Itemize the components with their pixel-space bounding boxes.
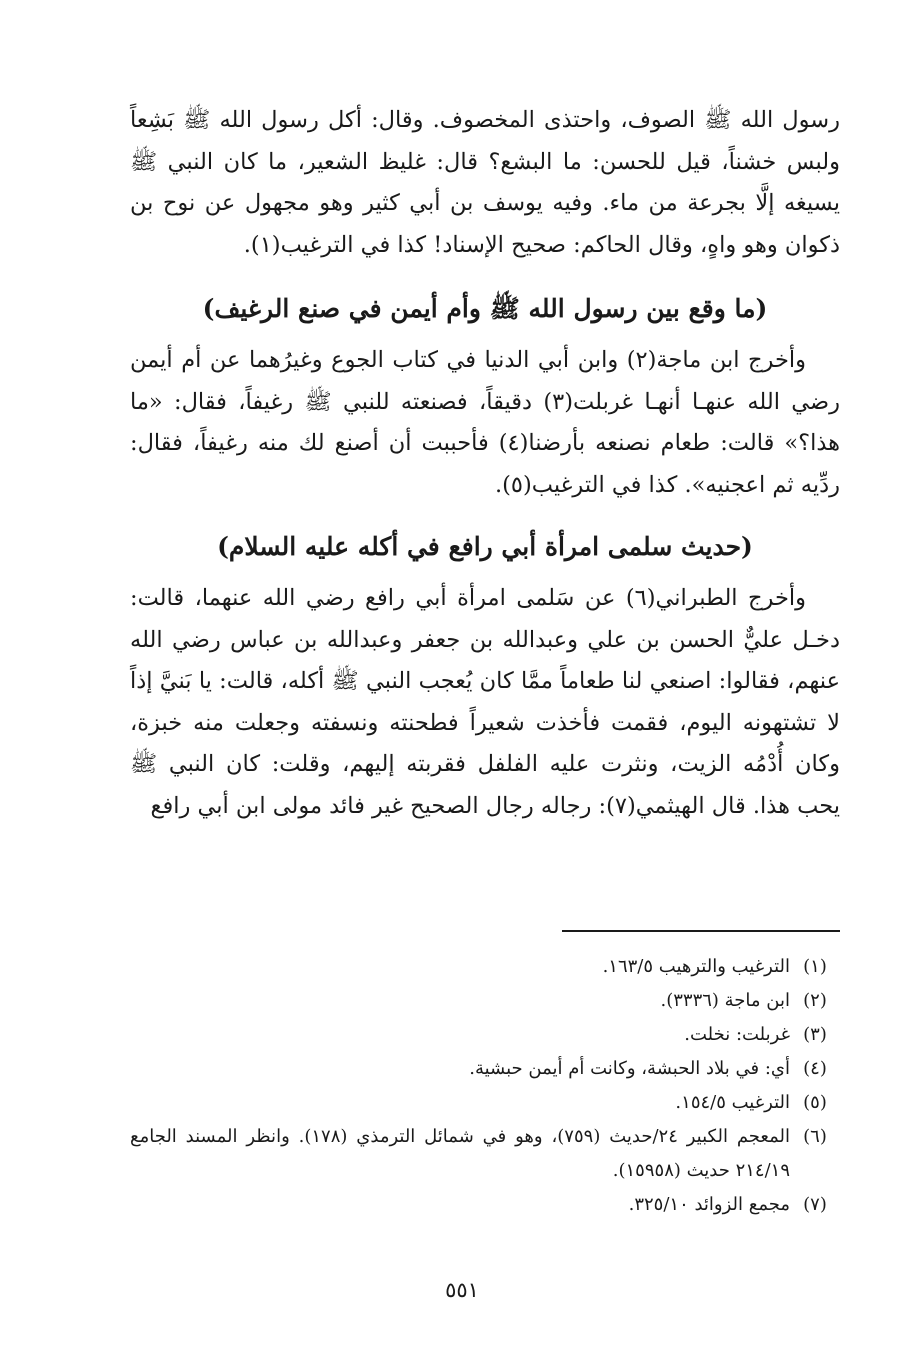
footnote-number: (٢) (803, 990, 827, 1011)
footnote-number: (٤) (803, 1058, 827, 1079)
page-number: ٥٥١ (445, 1278, 479, 1302)
footnote-text: مجمع الزوائد ٣٢٥/١٠. (628, 1194, 790, 1215)
footnote-number: (٦) (803, 1126, 827, 1147)
footnote-item (130, 1188, 840, 1222)
footnotes (130, 930, 840, 1222)
footnote-number: (١) (803, 956, 827, 977)
footnote-item (130, 1086, 840, 1120)
section-heading-umm-ayman: (ما وقع بين رسول الله ﷺ وأم أيمن في صنع الرغيف) (202, 294, 768, 323)
footnote-item (130, 950, 840, 984)
footnote-text: غربلت: نخلت. (684, 1024, 790, 1045)
footnote-item (130, 1018, 840, 1052)
footnote-text: أي: في بلاد الحبشة، وكانت أم أيمن حبشية. (469, 1058, 790, 1079)
footnote-number: (٥) (803, 1092, 827, 1113)
footnote-item (130, 1052, 840, 1086)
footnote-text: الترغيب ١٥٤/٥. (675, 1092, 790, 1113)
footnote-item (130, 984, 840, 1018)
section-heading-salma: (حديث سلمى امرأة أبي رافع في أكله عليه السلام) (217, 532, 753, 561)
paragraph-umm-ayman: وأخرج ابن ماجة(٢) وابن أبي الدنيا في كتاب الجوع وغيرُهما عن أم أيمن رضي الله عنهـا أنهـا غربلت(٣) دقيقاً، فصنعته للنبي ﷺ رغيفاً، فقال: «ما هذا؟» قالت: طعام نصنعه بأرضنا(٤) فأحببت أن أصنع لك منه رغيفاً، فقال: ردِّيه ثم اعجنيه». كذا في الترغيب(٥). (130, 347, 840, 498)
footnote-number: (٧) (803, 1194, 827, 1215)
paragraph-salma: وأخرج الطبراني(٦) عن سَلمى امرأة أبي رافع رضي الله عنهما، قالت: دخـل عليٌّ الحسن بن علي وعبدالله بن جعفر وعبدالله بن عباس رضي الله عنهم، فقالوا: اصنعي لنا طعاماً ممَّا كان يُعجب النبي ﷺ أكله، قالت: يا بَنيَّ إذاً لا تشتهونه اليوم، فقمت فأخذت شعيراً فطحنته ونسفته وجعلت منه خبزة، وكان أُدْمُه الزيت، ونثرت عليه الفلفل فقربته إليهم، وقلت: كان النبي ﷺ يحب هذا. قال الهيثمي(٧): رجاله رجال الصحيح غير فائد مولى ابن أبي رافع (130, 585, 840, 819)
footnote-text: الترغيب والترهيب ١٦٣/٥. (602, 956, 790, 977)
intro-paragraph: رسول الله ﷺ الصوف، واحتذى المخصوف. وقال: أكل رسول الله ﷺ بَشِعاً ولبس خشناً، قيل للحسن: ما البشع؟ قال: غليظ الشعير، ما كان النبي ﷺ يسيغه إلَّا بجرعة من ماء. وفيه يوسف بن أبي كثير وهو مجهول عن نوح بن ذكوان وهو واهٍ، وقال الحاكم: صحيح الإسناد! كذا في الترغيب(١). (130, 107, 840, 258)
footnote-number: (٣) (803, 1024, 827, 1045)
footnote-item (130, 1120, 840, 1188)
footnote-text: ابن ماجة (٣٣٣٦). (660, 990, 790, 1011)
main-text (130, 100, 840, 827)
footnote-divider (562, 930, 840, 932)
footnote-text: المعجم الكبير ٢٤/حديث (٧٥٩)، وهو في شمائل الترمذي (١٧٨). وانظر المسند الجامع ٢١٤/١٩ حديث (١٥٩٥٨). (130, 1126, 790, 1181)
